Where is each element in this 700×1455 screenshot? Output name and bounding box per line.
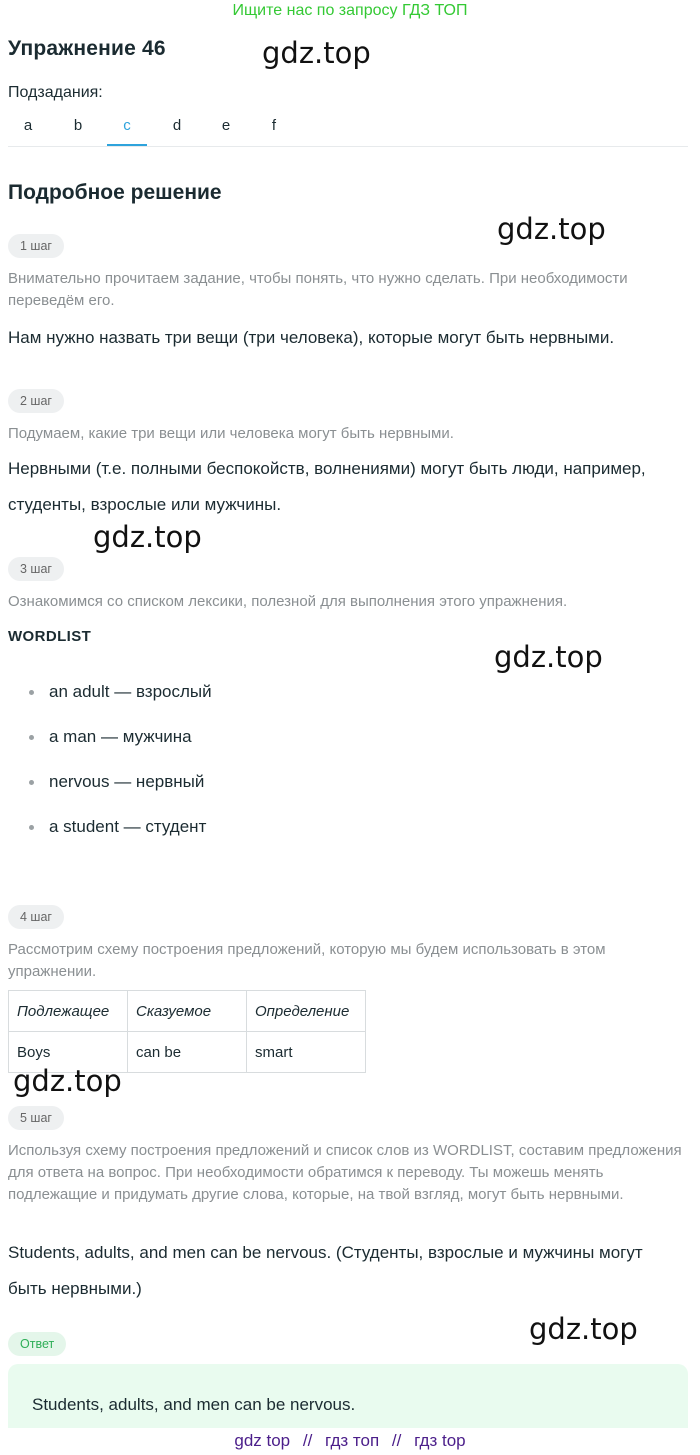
table-header-cell: Определение [247,991,366,1032]
table-cell: Boys [9,1032,128,1073]
table-header-cell: Сказуемое [128,991,247,1032]
step-badge: 1 шаг [8,234,64,258]
footer-separator: // [302,1431,313,1450]
step-text: Students, adults, and men can be nervous. (Студенты, взрослые и мужчины могут быть нервными.) [8,1243,643,1298]
list-item: nervous — нервный [8,761,212,806]
watermark: gdz.top [529,1312,638,1346]
step-hint: Рассмотрим схему построения предложений, которую мы будем использовать в этом упражнении. [8,941,606,980]
watermark: gdz.top [494,640,603,674]
wordlist-heading: WORDLIST [8,628,92,645]
step-hint: Используя схему построения предложений и список слов из WORDLIST, составим предложения для ответа на вопрос. При необходимости обратимся к переводу. Ты можешь менять подлежащие и придумать другие слова, которые, на твой взгляд, могут быть нервными. [8,1142,682,1203]
footer-link[interactable]: гдз топ [325,1431,380,1450]
tab-b[interactable]: b [73,117,83,134]
watermark: gdz.top [13,1064,122,1098]
step-badge: 5 шаг [8,1106,64,1130]
watermark: gdz.top [497,212,606,246]
list-item: an adult — взрослый [8,671,212,716]
footer-separator: // [391,1431,402,1450]
tab-f[interactable]: f [271,117,277,134]
step-hint: Ознакомимся со списком лексики, полезной для выполнения этого упражнения. [8,593,568,610]
tab-e[interactable]: e [221,117,231,134]
answer-text: Students, adults, and men can be nervous. [32,1395,356,1414]
wordlist [8,671,212,851]
footer-link[interactable]: gdz top [234,1431,291,1450]
footer-link[interactable]: гдз top [414,1431,466,1450]
step-badge: 2 шаг [8,389,64,413]
step-badge: 4 шаг [8,905,64,929]
tab-c[interactable]: c [107,108,147,146]
step-hint: Внимательно прочитаем задание, чтобы понять, что нужно сделать. При необходимости переведём его. [8,270,628,309]
answer-badge: Ответ [8,1332,66,1356]
step-badge: 3 шаг [8,557,64,581]
tab-a[interactable]: a [23,117,33,134]
watermark: gdz.top [262,36,371,70]
table-cell: can be [128,1032,247,1073]
step-hint: Подумаем, какие три вещи или человека могут быть нервными. [8,425,454,442]
solution-title: Подробное решение [8,181,222,204]
footer-links [0,1428,700,1455]
exercise-title: Упражнение 46 [8,37,166,60]
table-header-row [9,991,366,1032]
watermark: gdz.top [93,520,202,554]
list-item: a student — студент [8,806,212,851]
table-cell: smart [247,1032,366,1073]
table-header-cell: Подлежащее [9,991,128,1032]
sentence-scheme-table [8,990,366,1073]
tab-d[interactable]: d [172,117,182,134]
step-text: Нервными (т.е. полными беспокойств, волнениями) могут быть люди, например, студенты, взрослые или мужчины. [8,459,646,514]
search-hint-banner: Ищите нас по запросу ГДЗ ТОП [232,2,468,19]
subtasks-label: Подзадания: [8,84,103,101]
step-text: Нам нужно назвать три вещи (три человека), которые могут быть нервными. [8,328,615,347]
list-item: a man — мужчина [8,716,212,761]
subtask-tabs [8,108,688,147]
